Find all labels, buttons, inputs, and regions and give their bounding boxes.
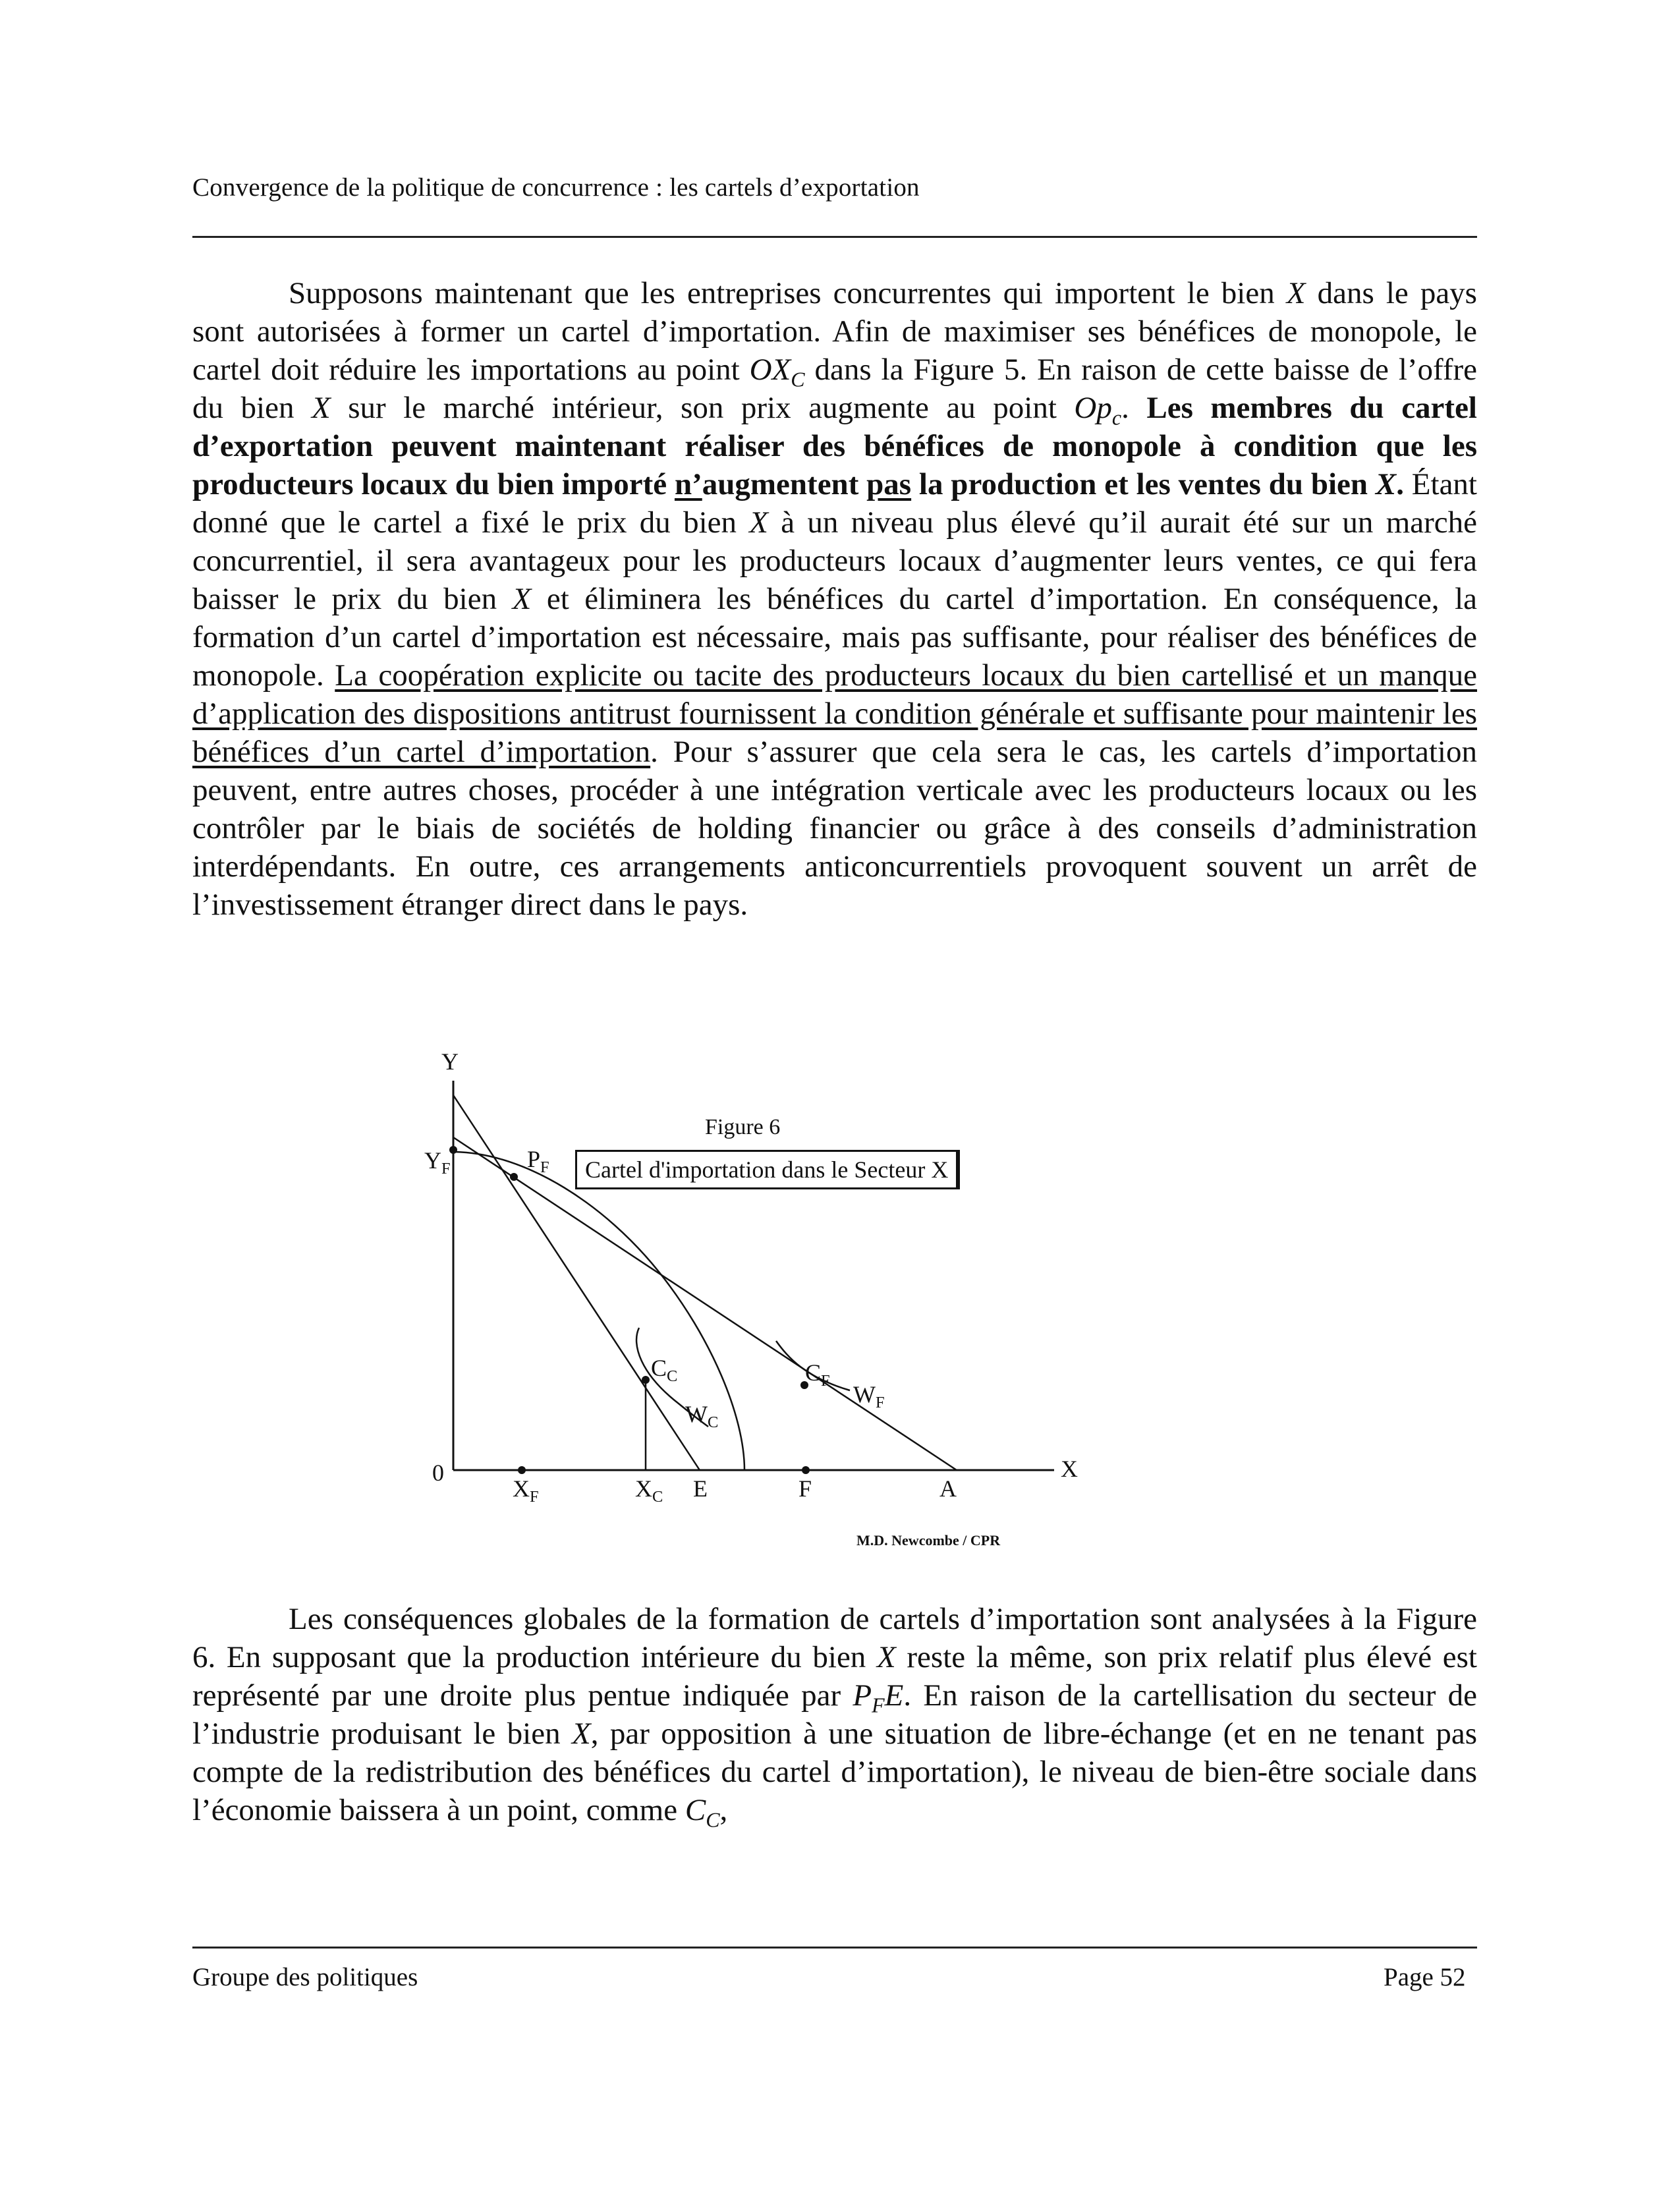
paragraph-2 (192, 1600, 1478, 1832)
text-run: . En raison de la cartellisation du secteur de l’industrie produisant le bien (192, 1678, 1478, 1751)
xc-label: $X_C$ (635, 1475, 663, 1506)
italic-run: $P_FE$ (853, 1678, 904, 1717)
text-run: , (719, 1793, 728, 1827)
point-f (802, 1466, 810, 1474)
point-pf (510, 1173, 518, 1181)
wc-label: $W_C$ (685, 1401, 719, 1432)
underlined-statement: La coopération explicite ou tacite des producteurs locaux du bien cartellisé et un manque d’application des dispositions antitrust fournissent la condition générale et suffisante pour maintenir les bénéfices d’un cartel d’importation (192, 658, 1477, 769)
text-run: . (1121, 391, 1147, 425)
figure-title: Figure 6 (705, 1115, 781, 1139)
italic-run: $C_C$ (685, 1793, 720, 1832)
text-run: reste la même, son prix relatif plus élevé est représenté par une droite plus pentue indiquée par (192, 1640, 1477, 1713)
italic-run: X (1286, 276, 1306, 310)
text-run: dans le pays sont autorisées à former un cartel d’importation. Afin de maximiser ses bénéfices de monopole, le cartel doit réduire les importations au point (192, 276, 1477, 387)
header-rule (192, 236, 1477, 238)
italic-run: X (571, 1717, 591, 1751)
cf-label: $C_F$ (805, 1359, 830, 1390)
text-run: Les conséquences globales de la formation de cartels d’importation sont analysées à la Figure 6. En supposant que la production intérieure du bien (192, 1602, 1477, 1674)
point-xf (518, 1466, 526, 1474)
x-axis-label: X (1061, 1456, 1078, 1482)
bold-statement: Les membres du cartel d’exportation peuvent maintenant réaliser des bénéfices de monopole à condition que les producteurs locaux du bien importé n’augmentent pas la production et les ventes du bien X. (192, 391, 1477, 501)
running-header: Convergence de la politique de concurrence : les cartels d’exportation (192, 173, 920, 202)
italic-run: X (512, 582, 532, 616)
paragraph-1 (192, 274, 1477, 924)
page-number: Page 52 (1384, 1963, 1466, 1991)
point-yf (449, 1146, 457, 1154)
text-run: , par opposition à une situation de libre-échange (et en ne tenant pas compte de la redistribution des bénéfices du cartel d’importation), le niveau de bien-être sociale dans l’économie baissera à un point, comme (192, 1717, 1477, 1827)
text-run: et éliminera les bénéfices du cartel d’importation. En conséquence, la formation d’un cartel d’importation est nécessaire, mais pas suffisante, pour réaliser des bénéfices de monopole. (192, 582, 1477, 693)
footer-rule (192, 1947, 1477, 1949)
point-cc (642, 1376, 650, 1384)
text-run: à un niveau plus élevé qu’il aurait été sur un marché concurrentiel, il sera avantageux pour les producteurs locaux d’augmenter leurs ventes, ce qui fera baisser le prix du bien (192, 505, 1477, 616)
footer-group-name: Groupe des politiques (192, 1963, 418, 1991)
text-run: dans la Figure 5. En raison de cette baisse de l’offre du bien (192, 353, 1477, 425)
a-label: A (939, 1475, 957, 1502)
figure-credit: M.D. Newcombe / CPR (856, 1532, 1001, 1549)
italic-run: $OX_C$ (749, 353, 805, 391)
italic-run: $Op_c$ (1074, 391, 1122, 430)
y-axis-label: Y (441, 1048, 459, 1075)
pf-label: $P_F$ (527, 1146, 549, 1177)
italic-run: X (877, 1640, 896, 1674)
xf-label: $X_F$ (513, 1475, 539, 1506)
italic-run: X (311, 391, 331, 425)
origin-label: 0 (432, 1460, 444, 1486)
figure-caption: Cartel d'importation dans le Secteur X (575, 1150, 960, 1189)
wf-label: $W_F$ (853, 1381, 885, 1412)
yf-label: $Y_F$ (424, 1147, 451, 1178)
text-run: Étant donné que le cartel a fixé le prix du bien (192, 467, 1477, 540)
e-label: E (693, 1475, 708, 1502)
text-run: Supposons maintenant que les entreprises concurrentes qui importent le bien (289, 276, 1287, 310)
text-run: . Pour s’assurer que cela sera le cas, les cartels d’importation peuvent, entre autres choses, procéder à une intégration verticale avec les producteurs locaux ou les contrôler par le biais de sociétés de holding financier ou grâce à des conseils d’administration interdépendants. En outre, ces arrangements anticoncurrentiels provoquent souvent un arrêt de l’investissement étranger direct dans le pays. (192, 735, 1477, 922)
italic-run: X (749, 505, 768, 540)
cc-label: $C_C$ (651, 1355, 678, 1386)
text-run: sur le marché intérieur, son prix augmente au point (330, 391, 1075, 425)
figure-6 (395, 1048, 1120, 1562)
f-label: F (798, 1475, 812, 1502)
